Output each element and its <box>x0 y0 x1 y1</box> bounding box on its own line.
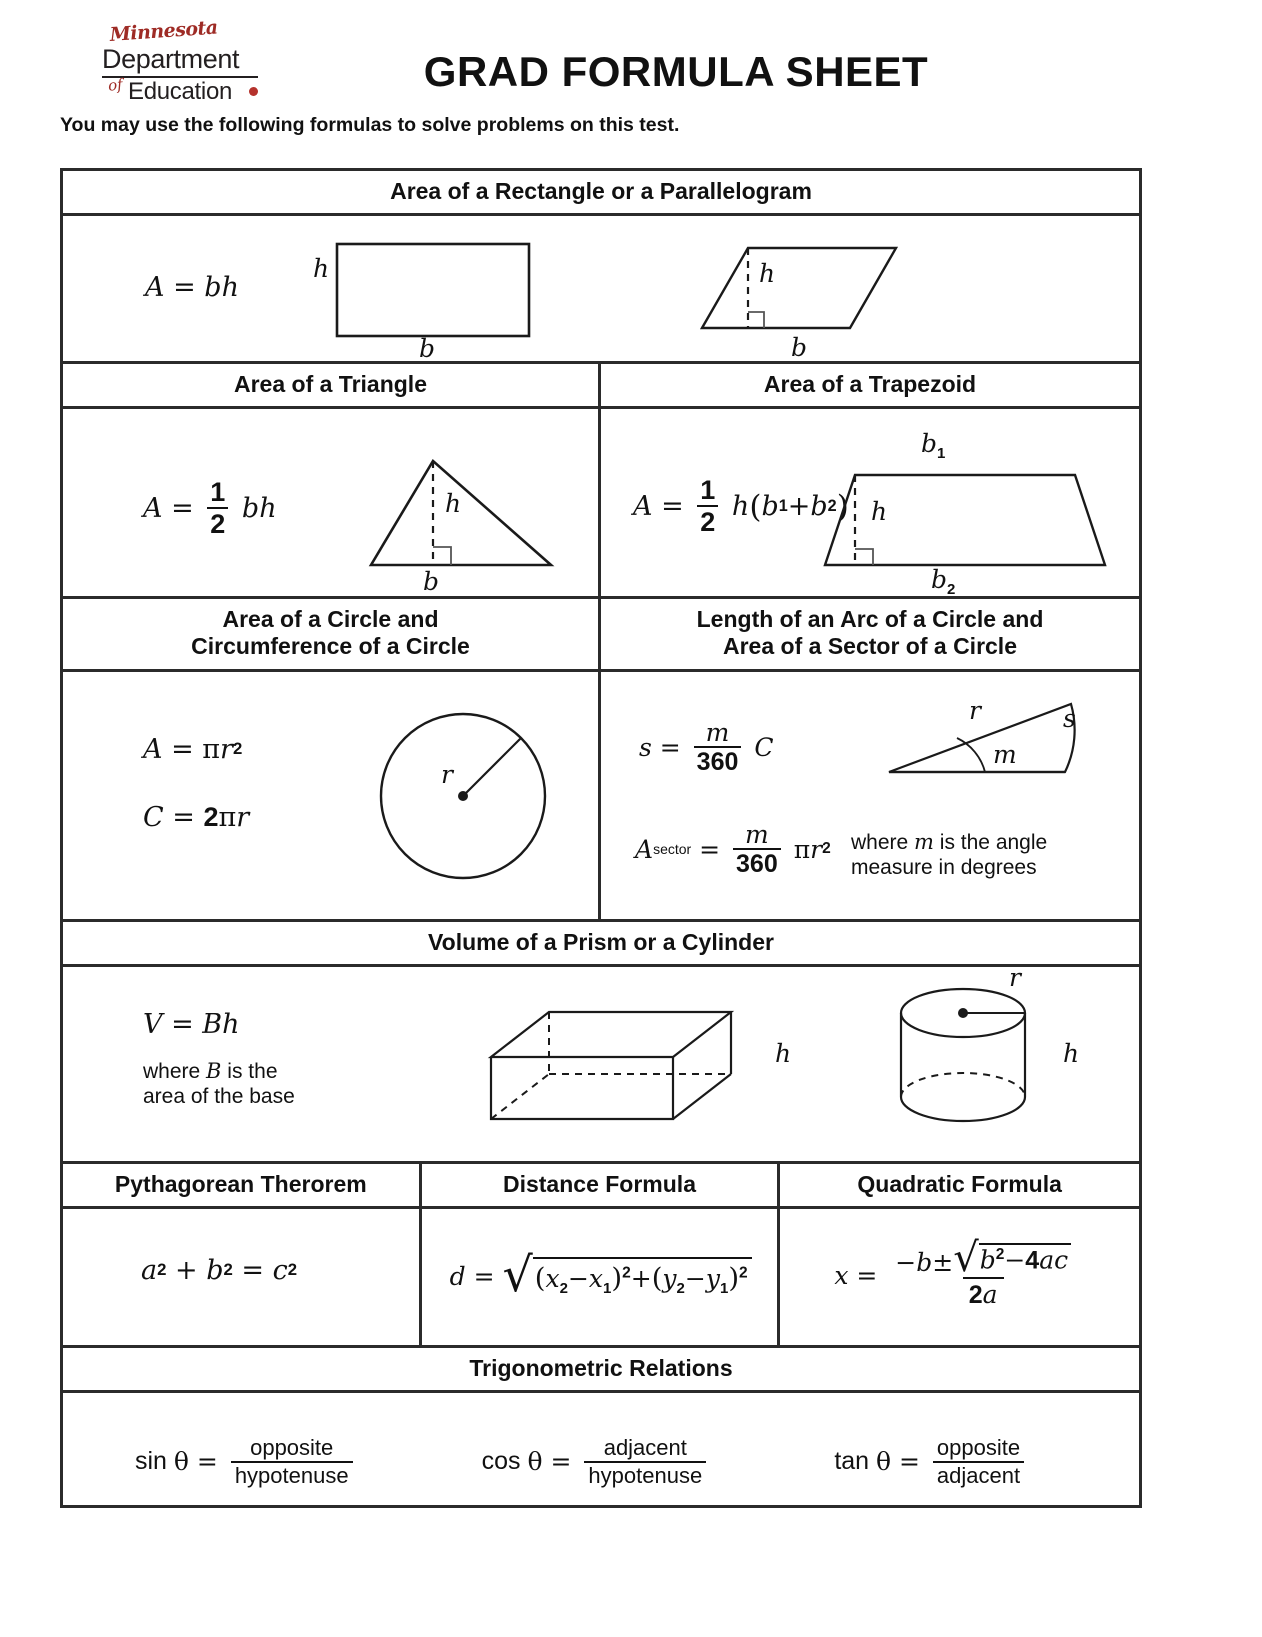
trapezoid-bottom-base-label: $b_2$ <box>931 565 956 599</box>
heading-prism-cylinder: Volume of a Prism or a Cylinder <box>428 928 774 955</box>
formula-arc-length: s = $\frac{m}{360}$ C <box>639 717 774 776</box>
trapezoid-height-label: h <box>871 497 888 527</box>
logo-department-text: Department <box>102 44 240 74</box>
instruction-text: You may use the following formulas to solve problems on this test. <box>60 114 680 136</box>
logo-education-text: Education <box>128 78 233 105</box>
section-header-rectangle-parallelogram <box>63 171 1139 216</box>
parallelogram-diagram <box>656 240 916 350</box>
section-body-triangle-trapezoid <box>63 409 1139 599</box>
section-header-prism-cylinder <box>63 922 1139 967</box>
parallelogram-base-label: b <box>791 333 808 363</box>
cosine-denominator: hypotenuse <box>584 1461 706 1487</box>
distance-panel <box>422 1209 781 1345</box>
rectangle-panel <box>63 216 601 364</box>
formula-sine: sin θ = $\frac{\text{opposite}}{\text{hypotenuse}}$ <box>135 1437 358 1487</box>
heading-arc-sector-line2: Area of a Sector of a Circle <box>723 633 1017 660</box>
triangle-height-label: h <box>445 489 462 519</box>
triangle-base-label: b <box>423 567 440 597</box>
heading-distance: Distance Formula <box>422 1164 781 1206</box>
section-body-prism-cylinder <box>63 962 1139 1164</box>
formula-quadratic: x = −b± √ $b^2-4ac$ 2a <box>834 1243 1082 1308</box>
section-body-rectangle-parallelogram <box>63 216 1139 364</box>
formula-area-circle: A = π r 2 <box>143 733 243 765</box>
sector-radius-label: r <box>969 695 981 725</box>
prism-cylinder-panel <box>63 962 1139 1161</box>
sector-note-line2: measure in degrees <box>851 856 1037 880</box>
volume-base-note <box>143 1059 295 1110</box>
heading-circle <box>63 599 601 668</box>
sine-denominator: hypotenuse <box>231 1461 353 1487</box>
sector-arc-label: s <box>1063 703 1076 733</box>
cosine-panel <box>422 1393 781 1521</box>
formula-tangent: tan θ = $\frac{\text{opposite}}{\text{adjacent}}$ <box>834 1437 1029 1487</box>
formula-distance: d = √ $(x_2-x_1)^2+(y_2-y_1)^2$ <box>450 1257 752 1297</box>
sector-angle-note <box>851 830 1047 881</box>
parallelogram-height-label: h <box>759 259 776 289</box>
section-header-triangle-trapezoid <box>63 364 1139 409</box>
circle-panel <box>63 672 601 919</box>
trapezoid-top-base-label: $b_1$ <box>921 429 946 463</box>
sector-note-line1: where m is the angle <box>851 829 1048 854</box>
formula-area-triangle: A = $\frac{1}{2}$ bh <box>143 477 277 540</box>
triangle-fraction-numerator: 1 <box>210 477 226 508</box>
heading-circle-line2: Circumference of a Circle <box>191 633 470 660</box>
cylinder-height-label: h <box>1063 1038 1080 1068</box>
section-body-circle-arc <box>63 672 1139 922</box>
rectangle-base-label: b <box>419 334 436 364</box>
rectangle-height-label: h <box>313 254 330 284</box>
sine-numerator: opposite <box>250 1434 334 1460</box>
cylinder-diagram <box>881 985 1051 1135</box>
volume-note-line1: where B is the <box>143 1058 278 1083</box>
logo-of-text: of <box>107 75 124 95</box>
formula-area-rectangle: A = bh <box>145 272 239 304</box>
section-header-trigonometry <box>63 1348 1139 1393</box>
arc-sector-panel <box>601 672 1139 919</box>
circle-diagram <box>363 704 573 894</box>
page-title: GRAD FORMULA SHEET <box>423 48 929 95</box>
trapezoid-fraction-numerator: 1 <box>700 475 716 506</box>
heading-arc-sector-line1: Length of an Arc of a Circle and <box>696 606 1044 633</box>
heading-trapezoid: Area of a Trapezoid <box>763 371 977 398</box>
cylinder-radius-label: r <box>1009 962 1021 992</box>
heading-circle-line1: Area of a Circle and <box>222 606 439 633</box>
circle-radius-label: r <box>441 759 453 789</box>
sector-angle-label: m <box>993 739 1017 769</box>
parallelogram-panel <box>601 216 1139 361</box>
triangle-panel <box>63 409 601 596</box>
heading-triangle: Area of a Triangle <box>63 364 601 406</box>
tangent-panel <box>780 1393 1139 1521</box>
tangent-denominator: adjacent <box>933 1461 1024 1487</box>
section-body-theorems <box>63 1209 1139 1348</box>
prism-height-label: h <box>775 1038 792 1068</box>
section-body-trigonometry <box>63 1393 1139 1521</box>
triangle-fraction-denominator: 2 <box>207 507 228 538</box>
trapezoid-diagram <box>813 465 1123 583</box>
formula-circumference-circle: C = 2 π r <box>143 801 250 833</box>
heading-trigonometry: Trigonometric Relations <box>469 1354 733 1381</box>
cosine-numerator: adjacent <box>603 1434 687 1460</box>
quadratic-panel <box>780 1209 1139 1345</box>
sector-subscript: sector <box>653 841 692 857</box>
formula-area-trapezoid: A = $\frac{1}{2}$ h ( b 1 +b 2 ) <box>633 475 849 538</box>
heading-pythagorean: Pythagorean Therorem <box>63 1164 422 1206</box>
page-header <box>0 0 1262 110</box>
pythagorean-panel <box>63 1209 422 1345</box>
trapezoid-panel <box>601 409 1139 599</box>
formula-sector-area: A sector = $\frac{m}{360}$ π r 2 <box>635 819 831 878</box>
volume-note-line2: area of the base <box>143 1085 295 1109</box>
heading-arc-sector <box>601 599 1139 668</box>
section-header-theorems <box>63 1164 1139 1209</box>
heading-quadratic: Quadratic Formula <box>857 1170 1062 1197</box>
tangent-numerator: opposite <box>936 1434 1021 1460</box>
formula-cosine: cos θ = $\frac{\text{adjacent}}{\text{hypotenuse}}$ <box>482 1437 712 1487</box>
section-header-circle-arc <box>63 599 1139 671</box>
logo-minnesota-script: Minnesota <box>109 16 219 46</box>
trapezoid-fraction-denominator: 2 <box>697 505 718 536</box>
heading-rectangle-parallelogram: Area of a Rectangle or a Parallelogram <box>390 178 812 204</box>
formula-volume: V = Bh <box>143 1008 240 1040</box>
prism-diagram <box>431 997 751 1137</box>
formula-pythagorean: a 2 + b 2 = c 2 <box>141 1254 298 1286</box>
sine-panel <box>63 1393 422 1521</box>
formula-table <box>60 168 1142 1508</box>
